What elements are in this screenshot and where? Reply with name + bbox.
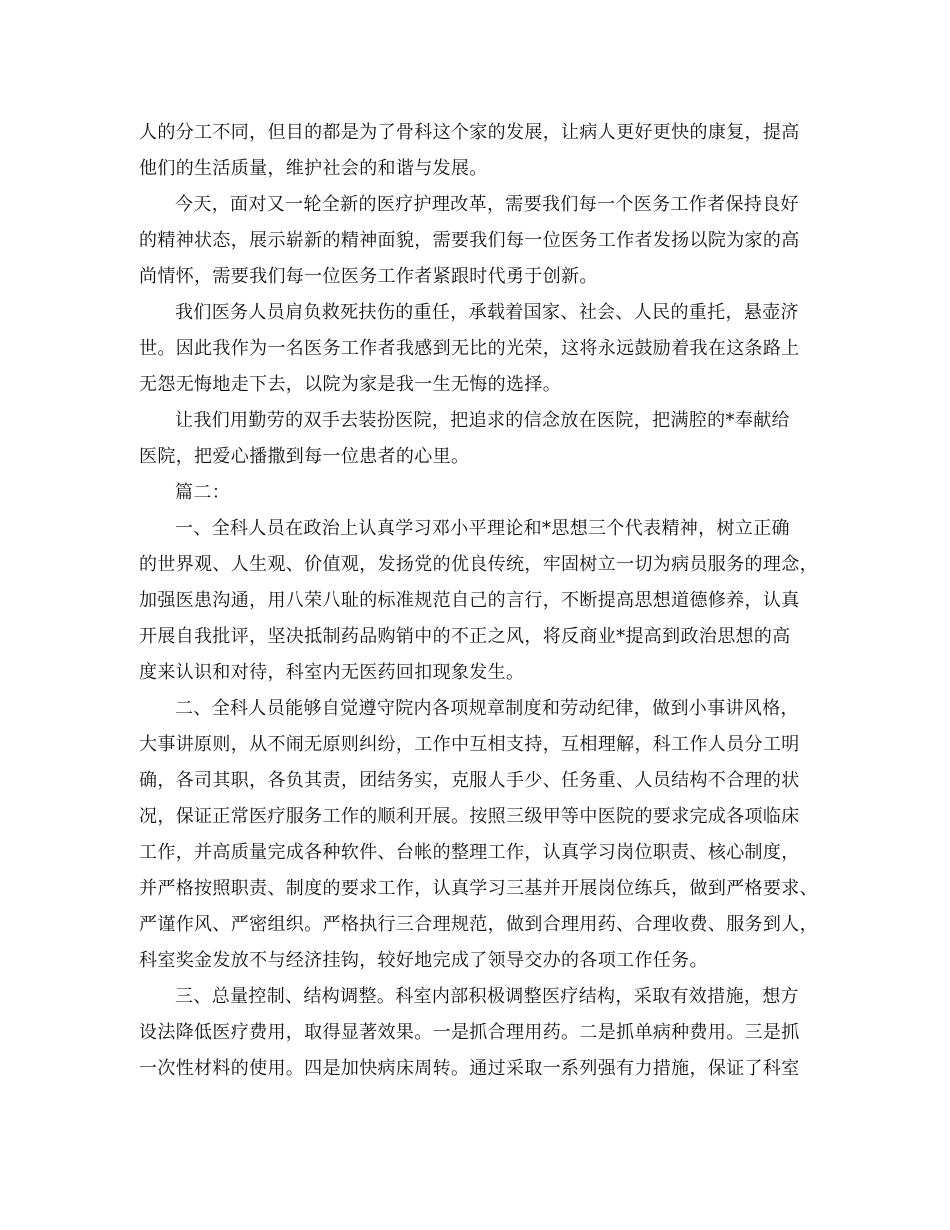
text-line: 严谨作风、严密组织。严格执行三合理规范，做到合理用药、合理收费、服务到人， xyxy=(139,914,818,935)
paragraph-start: 三、总量控制、结构调整。科室内部积极调整医疗结构，采取有效措施，想方 xyxy=(175,986,799,1007)
paragraph-start: 今天，面对又一轮全新的医疗护理改革，需要我们每一个医务工作者保持良好 xyxy=(175,194,799,215)
text-line: 的世界观、人生观、价值观，发扬党的优良传统，牢固树立一切为病员服务的理念， xyxy=(139,554,818,575)
text-line: 大事讲原则，从不闹无原则纠纷，工作中互相支持，互相理解，科工作人员分工明 xyxy=(139,734,800,755)
text-line: 他们的生活质量，维护社会的和谐与发展。 xyxy=(139,158,488,179)
text-line: 的精神状态，展示崭新的精神面貌，需要我们每一位医务工作者发扬以院为家的高 xyxy=(139,230,800,251)
text-line: 人的分工不同，但目的都是为了骨科这个家的发展，让病人更好更快的康复，提高 xyxy=(139,122,800,143)
text-line: 世。因此我作为一名医务工作者我感到无比的光荣，这将永远鼓励着我在这条路上 xyxy=(139,338,800,359)
text-line: 无怨无悔地走下去，以院为家是我一生无悔的选择。 xyxy=(139,374,562,395)
paragraph-start: 二、全科人员能够自觉遵守院内各项规章制度和劳动纪律，做到小事讲风格， xyxy=(175,698,799,719)
text-line: 况，保证正常医疗服务工作的顺利开展。按照三级甲等中医院的要求完成各项临床 xyxy=(139,806,800,827)
text-line: 加强医患沟通，用八荣八耻的标准规范自己的言行，不断提高思想道德修养，认真 xyxy=(139,590,800,611)
text-line: 确，各司其职，各负其责，团结务实，克服人手少、任务重、人员结构不合理的状 xyxy=(139,770,800,791)
text-line: 工作，并高质量完成各种软件、台帐的整理工作，认真学习岗位职责、核心制度， xyxy=(139,842,800,863)
text-line: 开展自我批评，坚决抵制药品购销中的不正之风，将反商业*提高到政治思想的高 xyxy=(139,626,791,647)
paragraph-start: 一、全科人员在政治上认真学习邓小平理论和*思想三个代表精神，树立正确 xyxy=(175,518,790,539)
section-heading: 篇二： xyxy=(175,482,231,503)
text-line: 医院，把爱心播撒到每一位患者的心里。 xyxy=(139,446,470,467)
text-line: 尚情怀，需要我们每一位医务工作者紧跟时代勇于创新。 xyxy=(139,266,598,287)
text-line: 设法降低医疗费用，取得显著效果。一是抓合理用药。二是抓单病种费用。三是抓 xyxy=(139,1022,800,1043)
text-line: 一次性材料的使用。四是加快病床周转。通过采取一系列强有力措施，保证了科室 xyxy=(139,1058,800,1079)
text-line: 度来认识和对待，科室内无医药回扣现象发生。 xyxy=(139,662,525,683)
text-line: 科室奖金发放不与经济挂钩，较好地完成了领导交办的各项工作任务。 xyxy=(139,950,708,971)
text-line: 并严格按照职责、制度的要求工作，认真学习三基并开展岗位练兵，做到严格要求、 xyxy=(139,878,818,899)
paragraph-start: 让我们用勤劳的双手去装扮医院，把追求的信念放在医院，把满腔的*奉献给 xyxy=(175,410,790,431)
paragraph-start: 我们医务人员肩负救死扶伤的重任，承载着国家、社会、人民的重托，悬壶济 xyxy=(175,302,799,323)
